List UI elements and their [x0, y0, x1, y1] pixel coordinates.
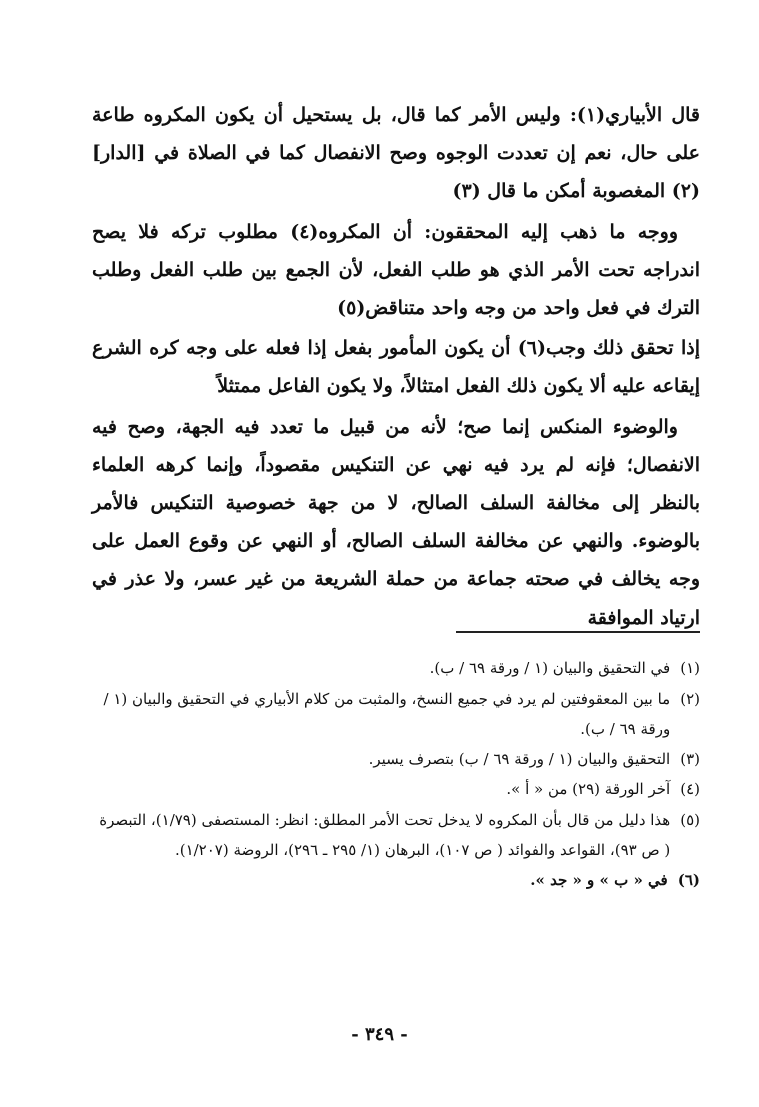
paragraph-1: قال الأبياري(١): وليس الأمر كما قال، بل يستحيل أن يكون المكروه طاعة على حال، نعم إن تعددت الوجوه وصح الانفصال كما في الصلاة في [الدار](٢) المغصوبة أمكن ما قال (٣) — [92, 104, 700, 203]
footnote-number: (٥) — [680, 810, 700, 829]
paragraph-4: والوضوء المنكس إنما صح؛ لأنه من قبيل ما تعدد فيه الجهة، وصح فيه الانفصال؛ فإنه لم يرد فيه نهي عن التنكيس مقصوداً، وإنما كرهه العلماء بالنظر إلى مخالفة السلف الصالح، لا من جهة خصوصية التنكيس فالأمر بالوضوء. والنهي عن مخالفة السلف الصالح، أو النهي عن وقوع العمل على وجه يخالف في صحته جماعة من حملة الشريعة من غير عسر، ولا عذر في ارتياد الموافقة — [92, 415, 700, 629]
footnote-number: (٤) — [680, 780, 700, 798]
footnote-text: آخر الورقة (٢٩) من « أ ». — [506, 780, 671, 798]
main-text — [92, 96, 700, 639]
footnote-text: في « ب » و « جد ». — [530, 870, 668, 889]
paragraph-2: ووجه ما ذهب إليه المحققون: أن المكروه(٤) مطلوب تركه فلا يصح اندراجه تحت الأمر الذي هو طلب الفعل، لأن الجمع بين طلب الفعل وطلب الترك في فعل واحد من وجه واحد متناقض(٥) — [92, 220, 700, 320]
footnote-text: في التحقيق والبيان (١ / ورقة ٦٩ / ب). — [429, 659, 671, 677]
footnote-number: (٢) — [680, 689, 700, 708]
footnote-3 — [92, 744, 700, 775]
footnote-text: ما بين المعقوفتين لم يرد في جميع النسخ، والمثبت من كلام الأبياري في التحقيق والبيان (١ / ورقة ٦٩ / ب). — [103, 689, 671, 738]
footnote-text: هذا دليل من قال بأن المكروه لا يدخل تحت الأمر المطلق: انظر: المستصفى (١/٧٩)، التبصرة ( ص ٩٣)، القواعد والفوائد ( ص ١٠٧)، البرهان (١/ ٢٩٥ ـ ٢٩٦)، الروضة (١/٢٠٧). — [99, 810, 671, 859]
footnote-number: (٣) — [680, 749, 700, 768]
footnote-6 — [92, 865, 700, 896]
page-number: - ٣٤٩ - — [351, 1024, 408, 1045]
footnote-5 — [92, 805, 700, 865]
footnote-number: (٦) — [677, 870, 700, 889]
footnote-2 — [92, 684, 700, 744]
paragraph-3: إذا تحقق ذلك وجب(٦) أن يكون المأمور بفعل إذا فعله على وجه كره الشرع إيقاعه عليه ألا يكون ذلك الفعل امتثالاً، ولا يكون الفاعل ممتثلاً — [92, 337, 700, 398]
footnotes — [92, 653, 700, 895]
footnote-text: التحقيق والبيان (١ / ورقة ٦٩ / ب) بتصرف يسير. — [368, 749, 671, 768]
footnote-1 — [92, 653, 700, 684]
footnote-number: (١) — [680, 659, 700, 677]
footnote-4 — [92, 774, 700, 805]
footnote-separator — [456, 631, 700, 633]
